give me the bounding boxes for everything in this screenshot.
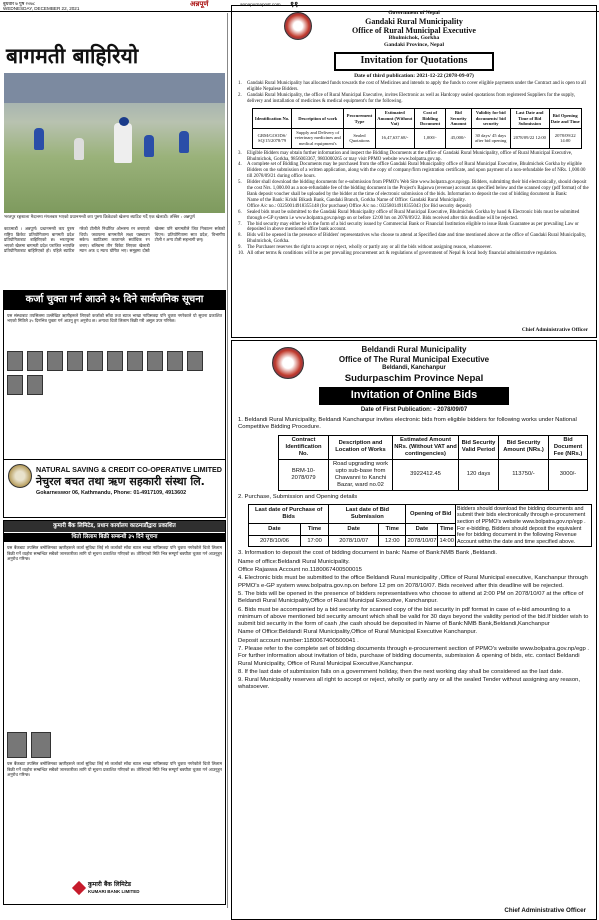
table-header: Last date of Bid Submission	[329, 504, 406, 524]
beldandi-item: Name of Office:Beldandi Rural Municipality,Office of Rural Municipal Executive Kanchanpur.	[238, 629, 478, 636]
kumari-text: यस बैंकबाट तपसिल बमोजिमका ऋणीहरूले कर्जा सुविधा लिई सो कर्जाको साँवा ब्याज भाखा नाघिसक्दा पनि चुक्ता नगरेकोले धितो लिलाम बिक्री गर्ने व्यहोरा सम्बन्धित सबैको जानकारीका लागि यो सूचना प्रकाशित गरिएको छ। तोकिएको मिति भित्र सम्पूर्ण बक्यौता चुक्ता गर्न आउनुहुन अनुरोध गरिन्छ।	[7, 544, 222, 562]
gandaki-item-text: Gandaki Rural Municipality, the office of Rural Municipal Executive, invites Electronic as well as Hardcopy sealed quotations from registered Suppliers for the supply, delivery and installation of medicines & medical equipment's for the following.	[247, 93, 576, 105]
masthead-date	[3, 1, 79, 11]
borrower-photo	[187, 351, 203, 371]
gandaki-item-text: A complete set of Bidding Documents may be purchased from the office Gandaki Rural Municipality office of Rural Municipal Executive, Bhulmichok Gorkha by eligible Bidders on the submission of a written application, along with the copy of company/firm registration certificate, and upon payment of a non-refundable fee of NRs. 1,000.00 till 2078/09/21 during office hours.	[247, 162, 586, 180]
gandaki-province: Gandaki Province, Nepal	[383, 42, 445, 48]
table-header: Bid Document Fee (NRs.)	[549, 435, 588, 459]
table-header: Last Date and Time of Bid Submission	[510, 109, 549, 129]
table-header: Contract Identification No.	[279, 435, 329, 459]
gandaki-item-text: All other terms & conditions will be as per prevailing procurement act & regulations of government of Nepal & local body financial administrative regulation.	[247, 251, 558, 257]
gandaki-item-text: The Purchaser reserves the right to accept or reject, wholly or partly any or all the bids without assigning reason, whatsoever.	[247, 245, 492, 251]
gandaki-item-number: 3.	[238, 150, 242, 156]
borrower-entry	[167, 351, 203, 371]
cricket-photo	[4, 73, 225, 213]
beldandi-office-name: Beldandi Rural Municipality	[361, 345, 467, 354]
table-header: Bid Opening Date and Time	[549, 109, 581, 129]
table-header: Time	[438, 524, 456, 536]
coop-name-en: NATURAL SAVING & CREDIT CO-OPERATIVE LIMITED	[36, 465, 222, 474]
borrower-entry	[87, 351, 123, 371]
kumari-footer	[74, 881, 140, 894]
borrower-photo	[107, 351, 123, 371]
beldandi-item: 9. Rural Municipality reserves all right to accept or reject, wholly or partly any or all the sealed Tender without assigning any reason, whatsoever.	[238, 677, 581, 691]
gandaki-office-name: Gandaki Rural Municipality	[365, 17, 463, 26]
table-header: Description and Location of Works	[329, 435, 393, 459]
gov-label: Government of Nepal	[388, 10, 440, 16]
borrower-photo	[7, 732, 27, 758]
borrower-entry	[7, 375, 43, 395]
beldandi-office-sub: Office of The Rural Municipal Executive	[338, 355, 490, 364]
table-cell: 3922412.45	[393, 459, 459, 490]
table-header: Bid Security Valid Period	[459, 435, 499, 459]
gandaki-title: Invitation for Quotations	[334, 52, 494, 71]
gandaki-item-text: Gandaki Rural Municipality has allocated funds towards the cost of Medicines and intends to apply the funds to cover eligible payments under the Contract and is open to all eligible Nepalese Bidders.	[247, 81, 587, 93]
beldandi-list	[232, 547, 596, 691]
borrower-entry	[7, 351, 43, 371]
table-cell: 2078/09/22 12:00	[510, 128, 549, 148]
table-header-row	[253, 109, 582, 129]
table-header: Description of work	[292, 109, 344, 129]
table-header: Date	[406, 524, 438, 536]
gandaki-item-number: 7.	[238, 221, 242, 227]
kumari-footer-np: कुमारी बैंक लिमिटेड	[88, 881, 131, 888]
table-cell: 120 days	[459, 459, 499, 490]
gandaki-item: 2. Gandaki Rural Municipality, the office of Rural Municipal Executive, invites Electronic as well as Hardcopy sealed quotations from registered Suppliers for the supply, delivery and installation of medicines & medical equipment's for the following.	[238, 93, 590, 105]
borrower-photo	[127, 351, 143, 371]
beldandi-item: 5. The bids will be opened in the presence of bidders representatives who choose to attend at 2:00 PM on 2078/10/07 at the office of Beldandi Rural Municipality,Office of Rural Municipal Executive, Kanchanpur.	[238, 590, 584, 605]
gandaki-item-text: Name of the Bank: Krishi Bikash Bank, Gandaki Branch, Gorkha Name of Office: Gandaki Rural Municipality.	[247, 197, 466, 203]
gandaki-table	[252, 108, 582, 149]
beldandi-item: 6. Bids must be accompanied by a bid security for scanned copy of the bid security in pdf format in case of e-bid amounting to a minimum of above mentioned bid security amount which shall be valid for 30 days beyond the validity period of the bid.If bidder wish to submit bid security in the form of cash ,the cash should be deposited in Name of Bank:NMB Bank,Beldandi,Kanchanpur	[238, 606, 589, 628]
borrower-photo	[67, 351, 83, 371]
gandaki-item-text: Office A/c no.: 03250014918355148 (for purchase) Office A/c no.: 03258014918355043 (for Bid security deposit)	[247, 203, 472, 209]
table-cell: 2078/10/06	[249, 535, 301, 547]
borrower-photo	[87, 351, 103, 371]
beldandi-notice	[231, 340, 597, 920]
table-cell: 2078/09/22 14:00	[549, 128, 581, 148]
borrower-entry	[127, 351, 163, 371]
beldandi-title: Invitation of Online Bids	[319, 387, 509, 405]
beldandi-item-2: 2. Purchase, Submission and Opening details	[238, 493, 358, 500]
section-title: बागमती बाहिरियो	[6, 44, 139, 68]
borrower-photo	[31, 732, 51, 758]
table-header: Date	[249, 524, 301, 536]
borrower-photo	[7, 375, 23, 395]
gandaki-item-number: 10.	[238, 251, 245, 257]
gandaki-item	[238, 233, 590, 245]
gandaki-item	[238, 251, 590, 257]
photo-caption: भरतपुर रङ्गशाला मैदानमा मंगलबार भएको प्रधानमन्त्री कप पुरुष क्रिकेटको खेलमा ब्याटिङ गर्दै एक खेलाडी। तस्बिर : अन्नपूर्ण	[4, 215, 195, 220]
table-header: Cost of Bidding Document	[415, 109, 446, 129]
kumari-footer-en: KUMARI BANK LIMITED	[88, 888, 140, 894]
gandaki-item-text: Bids will be opened in the presence of Bidders' representatives who choose to attend at Specified date and time mentioned above at the office of Gandaki Rural Municipality, Bhulmichok, Gorkha.	[247, 233, 587, 245]
borrower-photo	[7, 351, 23, 371]
table-cell: 45,000/-	[446, 128, 472, 148]
table-cell: 16,47,637.68/-	[375, 128, 414, 148]
loan-text: यस संस्थाबाट तपसिलमा उल्लेखित ऋणीहरूले लिएको कर्जाको साँवा तथा ब्याज भाखा नाघिसक्दा पनि चुक्ता नगरेकाले यो सूचना प्रकाशित भएको मितिले ३५ दिनभित्र चुक्ता गर्न आउनु हुन अनुरोध छ। अन्यथा धितो लिलाम बिक्री गरी असुल उपर गरिनेछ।	[7, 312, 222, 324]
beldandi-table-2	[248, 504, 592, 548]
beldandi-signature: Chief Administrative Officer	[504, 907, 586, 915]
gandaki-list	[232, 149, 596, 259]
borrower-photo	[27, 375, 43, 395]
table-header: Bid Security Amount (NRs.)	[499, 435, 549, 459]
beldandi-item: 3. Information to deposit the cost of bidding document in bank: Name of Bank:NMB Bank ,Beldandi.	[238, 550, 498, 557]
gandaki-item: 1. Gandaki Rural Municipality has allocated funds towards the cost of Medicines and intends to apply the funds to cover eligible payments under the Contract and is open to all eligible Nepalese Bidders.	[238, 81, 590, 93]
table-cell: BRM-10-2078/079	[279, 459, 329, 490]
paper-url[interactable]: annapurnapost.com	[240, 2, 281, 7]
table-header: Opening of Bid	[406, 504, 456, 524]
gandaki-item	[238, 222, 590, 234]
coop-address: Gokarneswor 06, Kathmandu, Phone: 01-4917109, 4913602	[36, 490, 187, 496]
table-header: Identification No.	[253, 109, 292, 129]
loan-banner: कर्जा चुक्ता गर्न आउने ३५ दिने सार्वजनिक सूचना	[4, 291, 225, 310]
table-cell: 113750/-	[499, 459, 549, 490]
left-column	[0, 13, 228, 908]
table-cell: 1,000/-	[415, 128, 446, 148]
beldandi-item: 8. If the last date of submission falls on a government holiday, then the next working day shall be considered as the last date.	[238, 668, 564, 675]
borrower-photo	[27, 351, 43, 371]
borrower-photo	[167, 351, 183, 371]
kumari-title: कुमारी बैंक लिमिटेड, प्रधान कार्यालय काठमाडौंद्वारा प्रकाशित	[4, 521, 225, 532]
date-nepali: बुधवार ७ पुष २०७८	[3, 1, 36, 6]
page-number: ११	[290, 0, 299, 9]
gandaki-item-number: 6.	[238, 209, 242, 215]
bid-note: Bidders should download the bidding documents and submit their bids electronically through e-procurement section of PPMO's website www.bolpatra.gov.np/egp . For e-bidding, Bidders should deposit the equivalent fee for bidding document in the following Revenue Account within the date and time specified above.	[456, 504, 592, 547]
borrower-grid	[4, 348, 225, 398]
gandaki-date: Date of third publication: 2021-12-22 (2078-09-07)	[354, 72, 474, 79]
kumari-logo	[72, 880, 86, 894]
gandaki-office-sub: Office of Rural Municipal Executive	[352, 26, 476, 35]
loan-notice	[3, 290, 226, 518]
borrower-entry	[47, 351, 83, 371]
gandaki-item	[238, 210, 590, 222]
gandaki-notice	[231, 5, 597, 338]
article-body: काठमाडौं । अन्नपूर्ण। प्रधानमन्त्री कप पुरुष राष्ट्रिय क्रिकेट प्रतियोगितामा बागमती प्रदेश प्रतियोगिताबाट बाहिरिएको छ। भरतपुरमा भएको खेलमा बागमती प्रदेश पराजित भएपछि प्रतियोगिताबाट बाहिरिएको हो। पहिले ब्याटिङ गरेको टोलीले निर्धारित ओभरमा रन बनाएको थियो। जवाफमा बागमतीले लक्ष्य पछ्याउन सकेन। ब्याटिङमा कप्तानले सर्वाधिक रन बनाए। बलिङमा तीन विकेट लिएका खेलाडी म्यान अफ द म्याच घोषित भए। समूहमा दोस्रो खेलमा पनि बागमतीले जित निकाल्न सकेको थिएन। प्रतियोगितामा सात प्रदेश, विभागीय टोली र अन्य टोली सहभागी छन्।	[4, 226, 225, 254]
coop-logo	[8, 464, 32, 488]
gandaki-item-number: 5.	[238, 180, 242, 186]
coop-footer	[4, 459, 225, 515]
beldandi-table-1	[278, 435, 588, 491]
nepal-emblem-logo	[284, 12, 312, 40]
gandaki-item-number: 8.	[238, 233, 242, 239]
beldandi-item: 7. Please refer to the complete set of bidding documents through e-procurement section of PPMO's website www.bolpatra.gov.np/egp . For further information about invitation of bids, purchase of bidding documents, submission & opening of bids, etc. contact Beldandi Rural Municipality, Office of Rural Municipal Executive,Kanchanpur.	[238, 645, 590, 667]
table-cell: 2078/10/07	[406, 535, 438, 547]
table-header: Bid Security Amount	[446, 109, 472, 129]
beldandi-date: Date of First Publication: - 2078/09/07	[360, 406, 468, 413]
table-row	[279, 459, 588, 490]
beldandi-item: Name of office:Beldandi Rural Municipality.	[238, 558, 350, 565]
table-cell: Road upgrading work upto sub-base from Chawanni to Kanchi Bazar, ward no.02	[329, 459, 393, 490]
table-header-row	[279, 435, 588, 459]
right-column	[229, 10, 599, 915]
table-header: Validity for bid documents/ bid security	[471, 109, 510, 129]
borrower-photo	[47, 351, 63, 371]
nepal-emblem-logo	[272, 347, 304, 379]
table-header-row	[249, 504, 592, 524]
gandaki-signature: Chief Administrative Officer	[521, 327, 588, 334]
borrower-photo	[147, 351, 163, 371]
beldandi-province: Sudurpaschim Province Nepal	[344, 373, 484, 384]
table-cell: 3000/-	[549, 459, 588, 490]
beldandi-item: 4. Electronic bids must be submitted to the office Beldandi Rural municipality ,Office of Rural Municipal executive, Kanchanpur through PPMO's e-GP system www.bolpatra.gov.np.on before 12 pm on 2078/10/07. Bids received after this deadline will be rejected.	[238, 575, 588, 589]
date-english: WEDNESDAY, DECEMBER 22, 2021	[3, 6, 80, 11]
beldandi-place: Beldandi, Kanchanpur	[382, 365, 446, 371]
paper-name: अन्नपूर्ण	[190, 0, 209, 8]
table-cell: 17:00	[300, 535, 328, 547]
gandaki-item-text: Eligible Bidders may obtain further information and inspect the Bidding Documents at the office of Gandaki Rural Municipality, office of Rural Municipal Executive, Bhulmichok, Gorkha, 9856003367, 9803000265 or may visit PPMO website www.bolpatra.gov.np.	[247, 150, 573, 162]
table-cell: Supply and Delivery of veterinary medicines and medical equipment's	[292, 128, 344, 148]
beldandi-item-1: 1. Beldandi Rural Municipality, Beldandi Kanchanpur invites electronic bids from eligible bidders for following works under National Competitive Bidding Procedure.	[238, 417, 577, 431]
gandaki-item	[238, 162, 590, 180]
gandaki-item	[238, 180, 590, 198]
gandaki-place: Bhulmichok, Gorkha	[388, 35, 440, 41]
table-header: Estimated Amount (Without Vat)	[375, 109, 414, 129]
gandaki-item-text: Bidder shall download the bidding documents for e-submission from PPMO's Web Site www.bolpatra.gov.np/egp. Bidders, submitting their bid electronically, should deposit the cost Nrs. 1,000.00 as a non-refundable fee of the bidding document in the Project's Rajaswa (revenue) account as specified below and the scanned copy (pdf format) of the Bank deposit voucher shall be uploaded by the bidder at the time of electronic submission of the bids. Information to deposit the cost of bidding document in Bank:	[247, 180, 589, 198]
beldandi-item: Deposit account number:118006740050004​1 .	[238, 637, 359, 644]
table-cell: 12:00	[379, 535, 406, 547]
kumari-photos	[4, 732, 225, 758]
kumari-text-2: यस बैंकबाट तपसिल बमोजिमका ऋणीहरूले कर्जा सुविधा लिई सो कर्जाको साँवा ब्याज भाखा नाघिसक्दा पनि चुक्ता नगरेकोले धितो लिलाम बिक्री गर्ने व्यहोरा सम्बन्धित सबैको जानकारीका लागि यो सूचना प्रकाशित गरिएको छ। तोकिएको मिति भित्र सम्पूर्ण बक्यौता चुक्ता गर्न आउनुहुन अनुरोध गरिन्छ।	[7, 760, 222, 778]
table-row	[253, 128, 582, 148]
table-cell: 2078/10/07	[329, 535, 379, 547]
table-cell: Sealed Quotations	[344, 128, 375, 148]
table-header: Procurement Type	[344, 109, 375, 129]
beldandi-item: Office Rajaswa Account no.118006740050001​5	[238, 567, 362, 574]
table-cell: 14:00	[438, 535, 456, 547]
table-header: Last date of Purchase of Bids	[249, 504, 329, 524]
gandaki-item-text: Sealed bids must be submitted to the Gandaki Rural Municipality office of Rural Municipal Executive, Bhulmichok Gorkha by hand & Electronic bids must be submitted through e-GP system i.e www.bolpatra.gov.np/egp on or before 12:00 hrs on 2078/09/22. Bids received after this deadline will be rejected.	[247, 209, 580, 221]
gandaki-item	[238, 151, 590, 163]
table-cell: 30 days/ 45 days after bid opening	[471, 128, 510, 148]
table-header: Time	[379, 524, 406, 536]
table-header: Date	[329, 524, 379, 536]
gandaki-item-number: 9.	[238, 245, 242, 251]
table-cell: GRM/GOODS/ SQ/15/2078/79	[253, 128, 292, 148]
gandaki-item-number: 4.	[238, 162, 242, 168]
table-header: Estimated Amount NRs. (Without VAT and contingencies)	[393, 435, 459, 459]
kumari-notice	[3, 520, 226, 905]
table-header: Time	[300, 524, 328, 536]
coop-name-np: नेचुरल बचत तथा ऋण सहकारी संस्था लि.	[36, 475, 205, 488]
gandaki-item-text: The bid security may either be in the form of a bid security issued by Commercial Bank or Financial Institution eligible to issue Bank Guarantee as per prevailing Law or deposited in above mentioned office bank account.	[247, 221, 579, 233]
kumari-subtitle: धितो लिलाम बिक्री सम्बन्धी ३५ दिने सूचना	[4, 533, 225, 542]
